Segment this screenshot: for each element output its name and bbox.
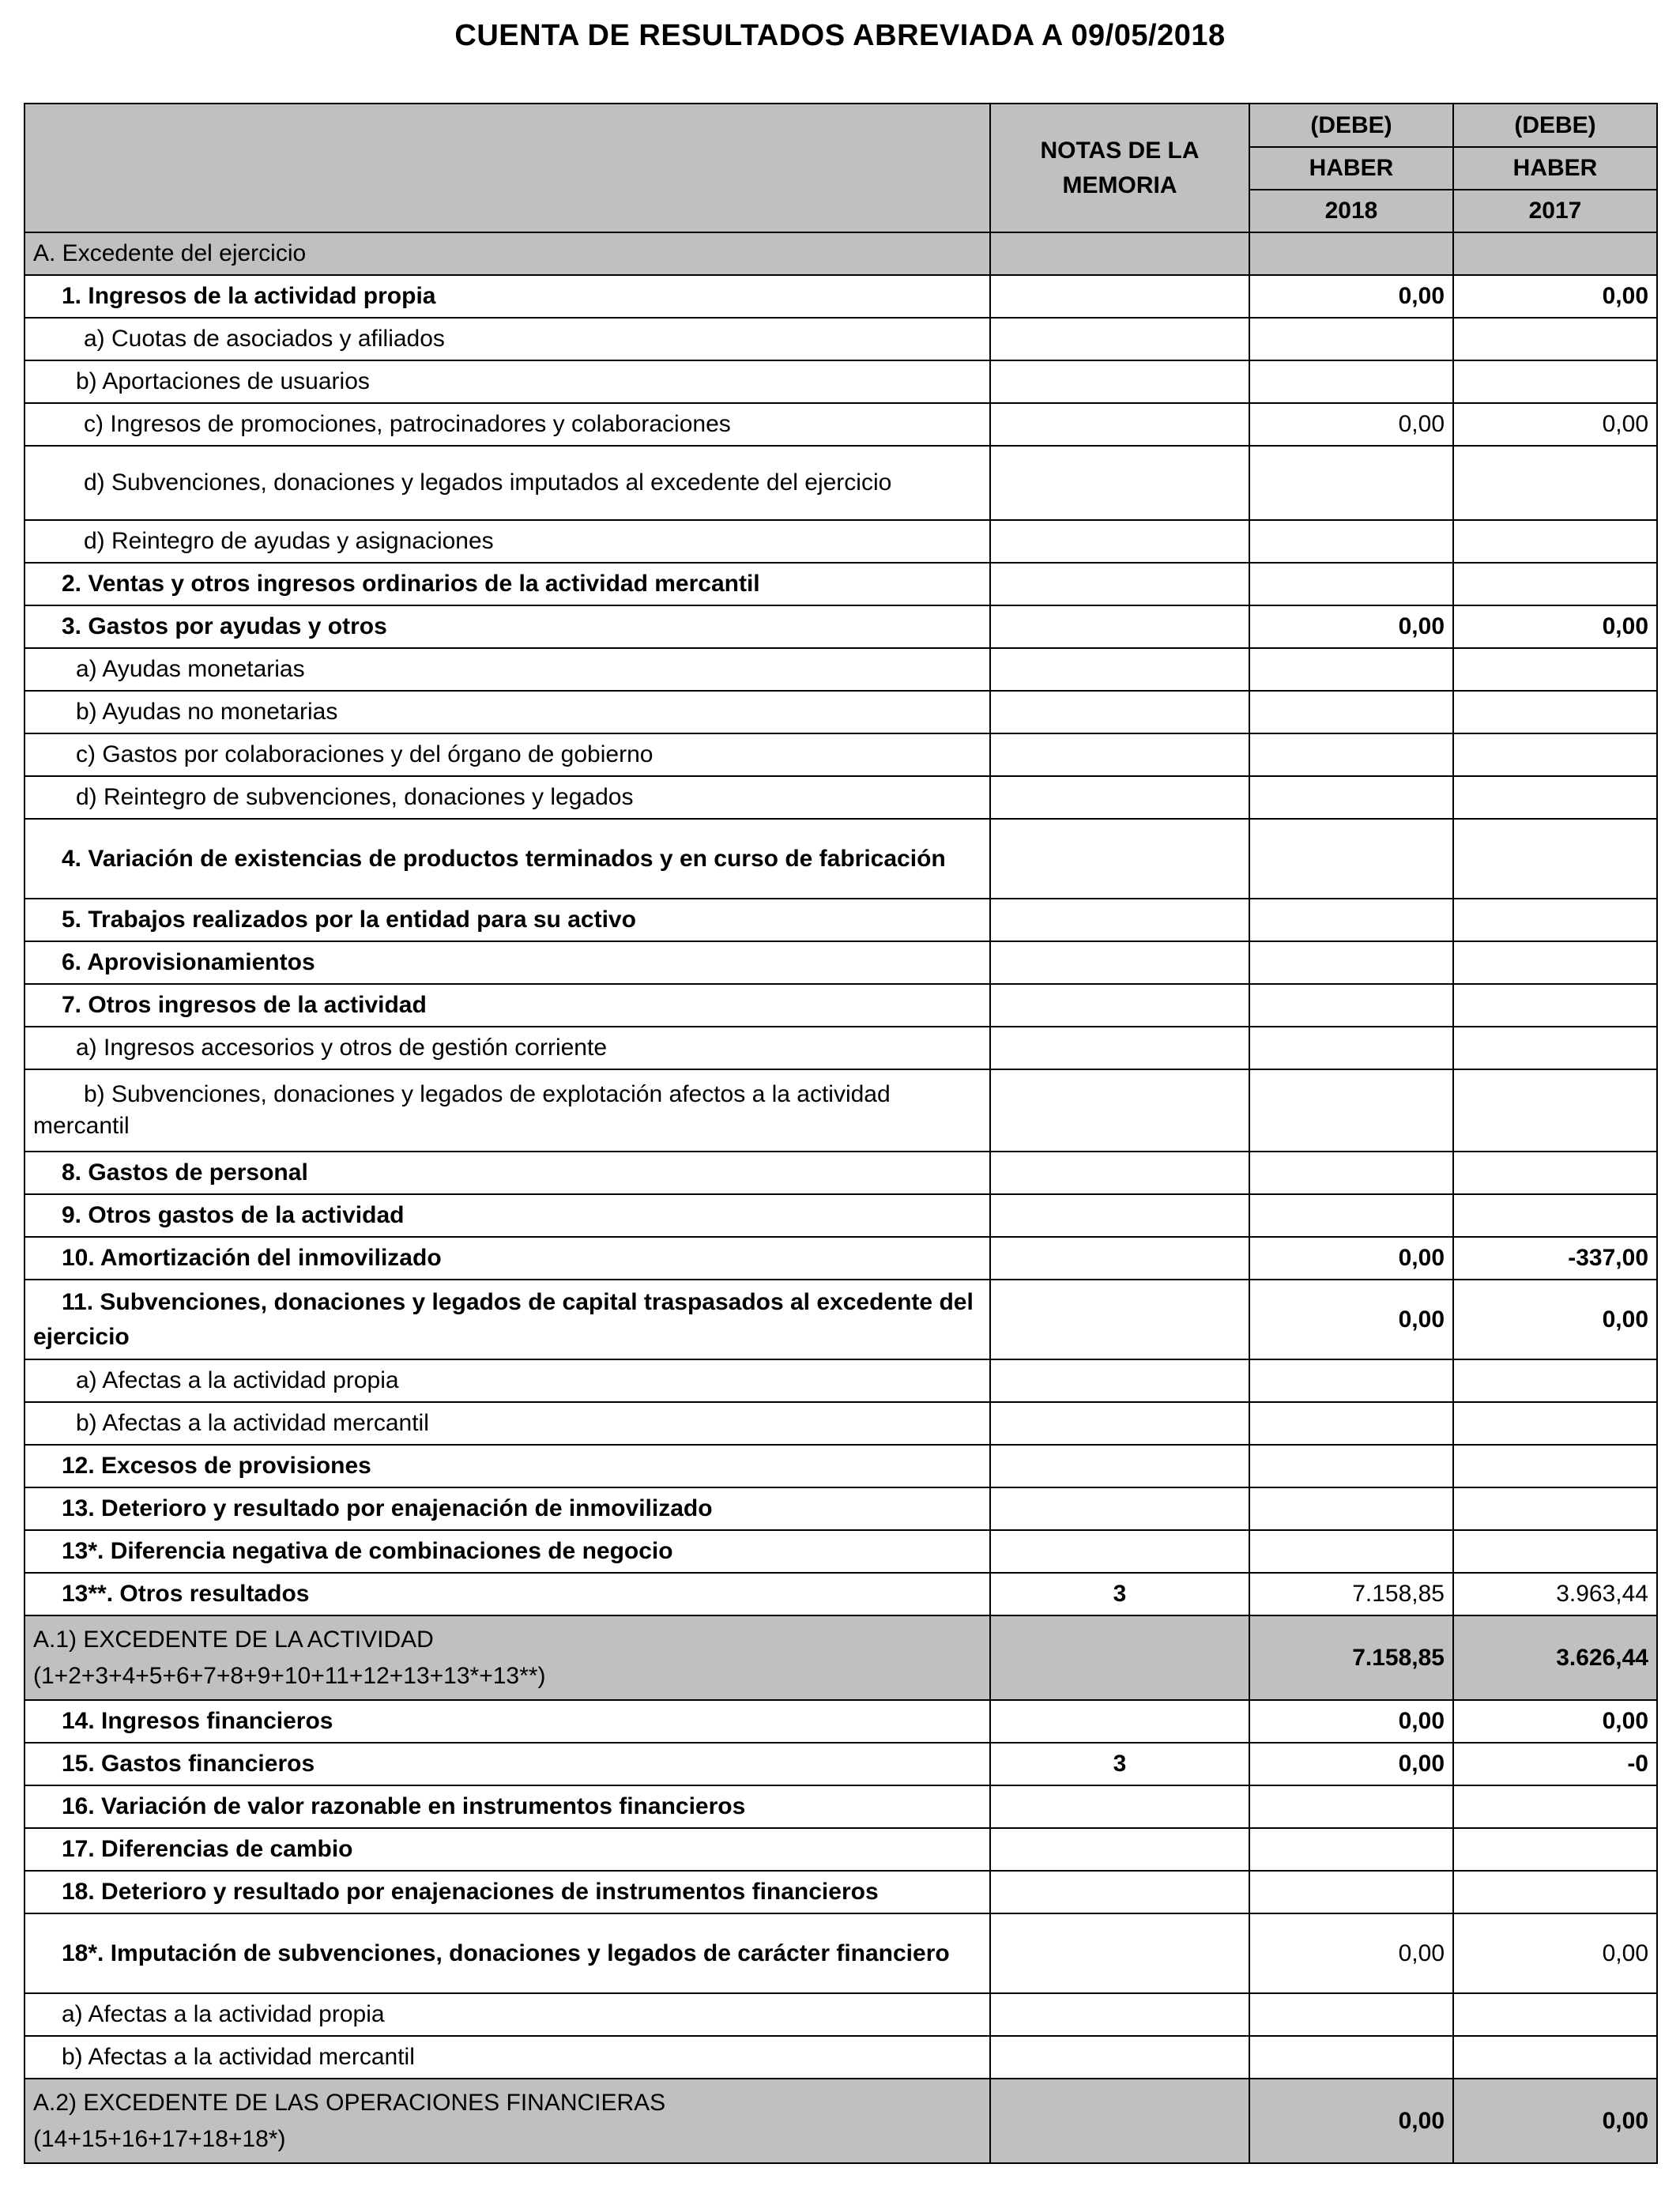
notas-cell — [990, 1615, 1249, 1700]
row-value-2017: 0,00 — [1453, 403, 1657, 446]
row-value-2018 — [1249, 360, 1453, 403]
row-label: d) Reintegro de ayudas y asignaciones — [24, 520, 990, 563]
row-value-2017 — [1453, 1402, 1657, 1445]
row-label: 4. Variación de existencias de productos terminados y en curso de fabricación — [24, 819, 990, 899]
row-value-2017 — [1453, 648, 1657, 691]
row-label: 11. Subvenciones, donaciones y legados de capital traspasados al excedente del ejercicio — [24, 1280, 990, 1359]
total-row-a2 — [24, 2079, 1657, 2163]
row-value-2018 — [1249, 984, 1453, 1027]
table-row — [24, 691, 1657, 733]
row-value-2017 — [1453, 1027, 1657, 1069]
row-label: b) Afectas a la actividad mercantil — [24, 1402, 990, 1445]
row-label: b) Subvenciones, donaciones y legados de explotación afectos a la actividad mercantil — [24, 1069, 990, 1152]
row-notas — [990, 733, 1249, 776]
row-value-2017 — [1453, 819, 1657, 899]
row-notas — [990, 2036, 1249, 2079]
row-value-2018: 0,00 — [1249, 1913, 1453, 1993]
row-notas — [990, 1152, 1249, 1194]
row-label: c) Gastos por colaboraciones y del órgano de gobierno — [24, 733, 990, 776]
total-a2-value-2018: 0,00 — [1249, 2079, 1453, 2163]
row-value-2017 — [1453, 1069, 1657, 1152]
row-label: 2. Ventas y otros ingresos ordinarios de la actividad mercantil — [24, 563, 990, 605]
row-notas — [990, 941, 1249, 984]
row-notas — [990, 1913, 1249, 1993]
row-label: a) Ingresos accesorios y otros de gestión corriente — [24, 1027, 990, 1069]
row-notas — [990, 1027, 1249, 1069]
table-row — [24, 403, 1657, 446]
total-a2-formula: (14+15+16+17+18+18*) — [33, 2125, 286, 2152]
row-value-2017 — [1453, 1785, 1657, 1828]
row-value-2018 — [1249, 733, 1453, 776]
row-notas — [990, 1530, 1249, 1573]
row-value-2018 — [1249, 648, 1453, 691]
row-value-2018 — [1249, 318, 1453, 360]
row-notas — [990, 605, 1249, 648]
row-label: 17. Diferencias de cambio — [24, 1828, 990, 1871]
row-value-2017 — [1453, 691, 1657, 733]
row-value-2017 — [1453, 1152, 1657, 1194]
income-statement-table — [24, 103, 1658, 2164]
table-row — [24, 275, 1657, 318]
table-row — [24, 1069, 1657, 1152]
row-value-2018 — [1249, 1785, 1453, 1828]
header-description-cell — [24, 104, 990, 232]
row-value-2018 — [1249, 2036, 1453, 2079]
total-a1-value-2018: 7.158,85 — [1249, 1615, 1453, 1700]
table-row — [24, 733, 1657, 776]
row-value-2017 — [1453, 1359, 1657, 1402]
row-value-2017 — [1453, 2036, 1657, 2079]
row-notas — [990, 1445, 1249, 1487]
row-value-2017: 3.963,44 — [1453, 1573, 1657, 1615]
table-row — [24, 1530, 1657, 1573]
total-a2-label — [24, 2079, 990, 2163]
row-value-2018 — [1249, 563, 1453, 605]
row-value-2018: 0,00 — [1249, 1743, 1453, 1785]
row-value-2017: -337,00 — [1453, 1237, 1657, 1280]
row-value-2017 — [1453, 1194, 1657, 1237]
table-row — [24, 1993, 1657, 2036]
total-a2-title: A.2) EXCEDENTE DE LAS OPERACIONES FINANCIERAS — [33, 2089, 666, 2116]
row-value-2017 — [1453, 941, 1657, 984]
table-row — [24, 446, 1657, 520]
row-label: b) Ayudas no monetarias — [24, 691, 990, 733]
table-row — [24, 360, 1657, 403]
row-label: c) Ingresos de promociones, patrocinadores y colaboraciones — [24, 403, 990, 446]
row-value-2017 — [1453, 733, 1657, 776]
row-value-2017 — [1453, 563, 1657, 605]
row-value-2018: 0,00 — [1249, 1280, 1453, 1359]
total-a1-formula: (1+2+3+4+5+6+7+8+9+10+11+12+13+13*+13**) — [33, 1662, 546, 1689]
row-label: 13*. Diferencia negativa de combinaciones de negocio — [24, 1530, 990, 1573]
table-row — [24, 819, 1657, 899]
table-row — [24, 1573, 1657, 1615]
row-notas — [990, 1402, 1249, 1445]
table-row — [24, 1445, 1657, 1487]
row-value-2017: 0,00 — [1453, 605, 1657, 648]
header-year-2018: 2018 — [1249, 190, 1453, 232]
row-value-2018 — [1249, 1993, 1453, 2036]
row-value-2018 — [1249, 776, 1453, 819]
row-label: 1. Ingresos de la actividad propia — [24, 275, 990, 318]
row-value-2018: 0,00 — [1249, 605, 1453, 648]
row-notas — [990, 563, 1249, 605]
row-value-2018 — [1249, 1487, 1453, 1530]
row-value-2018 — [1249, 1027, 1453, 1069]
row-notas — [990, 648, 1249, 691]
table-row — [24, 984, 1657, 1027]
row-label: 13. Deterioro y resultado por enajenación de inmovilizado — [24, 1487, 990, 1530]
row-notas — [990, 1069, 1249, 1152]
row-notas — [990, 899, 1249, 941]
row-value-2017 — [1453, 1487, 1657, 1530]
row-value-2017 — [1453, 520, 1657, 563]
header-year-2017: 2017 — [1453, 190, 1657, 232]
row-notas — [990, 1237, 1249, 1280]
section-row — [24, 232, 1657, 275]
table-row — [24, 1280, 1657, 1359]
row-value-2017 — [1453, 360, 1657, 403]
header-debe-2018: (DEBE) — [1249, 104, 1453, 147]
row-notas — [990, 984, 1249, 1027]
row-label: a) Afectas a la actividad propia — [24, 1993, 990, 2036]
row-value-2018 — [1249, 691, 1453, 733]
row-label: 9. Otros gastos de la actividad — [24, 1194, 990, 1237]
row-notas — [990, 275, 1249, 318]
table-row — [24, 1785, 1657, 1828]
row-notas — [990, 520, 1249, 563]
row-label: a) Ayudas monetarias — [24, 648, 990, 691]
row-notas — [990, 776, 1249, 819]
header-row — [24, 104, 1657, 147]
table-row — [24, 648, 1657, 691]
table-row — [24, 318, 1657, 360]
row-value-2018: 0,00 — [1249, 403, 1453, 446]
row-value-2017 — [1453, 318, 1657, 360]
row-value-2018 — [1249, 1359, 1453, 1402]
row-label: 6. Aprovisionamientos — [24, 941, 990, 984]
row-value-2017 — [1453, 1828, 1657, 1871]
header-debe-2017: (DEBE) — [1453, 104, 1657, 147]
row-value-2018 — [1249, 1402, 1453, 1445]
row-value-2018 — [1249, 1871, 1453, 1913]
row-value-2018: 0,00 — [1249, 1700, 1453, 1743]
row-notas — [990, 446, 1249, 520]
row-notas — [990, 403, 1249, 446]
table-row — [24, 2036, 1657, 2079]
row-value-2018 — [1249, 1069, 1453, 1152]
row-value-2017: 0,00 — [1453, 1700, 1657, 1743]
row-value-2017: 0,00 — [1453, 1280, 1657, 1359]
table-row — [24, 1871, 1657, 1913]
row-label: b) Aportaciones de usuarios — [24, 360, 990, 403]
table-row — [24, 1402, 1657, 1445]
row-label: a) Afectas a la actividad propia — [24, 1359, 990, 1402]
table-row — [24, 899, 1657, 941]
row-value-2017: 0,00 — [1453, 1913, 1657, 1993]
row-notas — [990, 1280, 1249, 1359]
table-row — [24, 1194, 1657, 1237]
table-row — [24, 1743, 1657, 1785]
row-notas — [990, 1785, 1249, 1828]
row-label: 10. Amortización del inmovilizado — [24, 1237, 990, 1280]
table-row — [24, 1700, 1657, 1743]
row-label: 16. Variación de valor razonable en instrumentos financieros — [24, 1785, 990, 1828]
row-notas — [990, 691, 1249, 733]
total-a1-value-2017: 3.626,44 — [1453, 1615, 1657, 1700]
header-haber-2017: HABER — [1453, 147, 1657, 190]
total-row-a1 — [24, 1615, 1657, 1700]
table-row — [24, 1487, 1657, 1530]
row-value-2018 — [1249, 819, 1453, 899]
row-notas — [990, 819, 1249, 899]
row-notas — [990, 1993, 1249, 2036]
row-label: b) Afectas a la actividad mercantil — [24, 2036, 990, 2079]
table-row — [24, 563, 1657, 605]
row-value-2018 — [1249, 446, 1453, 520]
table-row — [24, 1027, 1657, 1069]
row-value-2018: 0,00 — [1249, 1237, 1453, 1280]
page-title: CUENTA DE RESULTADOS ABREVIADA A 09/05/2018 — [454, 19, 1226, 52]
row-value-2017 — [1453, 1445, 1657, 1487]
table-row — [24, 776, 1657, 819]
row-label: 13**. Otros resultados — [24, 1573, 990, 1615]
table-row — [24, 1913, 1657, 1993]
row-value-2017 — [1453, 776, 1657, 819]
table-row — [24, 1237, 1657, 1280]
row-notas — [990, 1359, 1249, 1402]
row-notas — [990, 1700, 1249, 1743]
table-row — [24, 1152, 1657, 1194]
row-value-2017 — [1453, 899, 1657, 941]
value-2018-cell — [1249, 232, 1453, 275]
value-2017-cell — [1453, 232, 1657, 275]
total-a2-value-2017: 0,00 — [1453, 2079, 1657, 2163]
row-value-2018 — [1249, 941, 1453, 984]
row-value-2018 — [1249, 1828, 1453, 1871]
row-label: 12. Excesos de provisiones — [24, 1445, 990, 1487]
row-notas: 3 — [990, 1573, 1249, 1615]
row-label: 15. Gastos financieros — [24, 1743, 990, 1785]
row-label: a) Cuotas de asociados y afiliados — [24, 318, 990, 360]
notas-cell — [990, 232, 1249, 275]
row-label: d) Subvenciones, donaciones y legados imputados al excedente del ejercicio — [24, 446, 990, 520]
row-notas — [990, 1828, 1249, 1871]
table-row — [24, 1359, 1657, 1402]
row-label: 14. Ingresos financieros — [24, 1700, 990, 1743]
row-label: 3. Gastos por ayudas y otros — [24, 605, 990, 648]
row-label: 18. Deterioro y resultado por enajenaciones de instrumentos financieros — [24, 1871, 990, 1913]
row-label: 5. Trabajos realizados por la entidad para su activo — [24, 899, 990, 941]
section-a-title: A. Excedente del ejercicio — [24, 232, 990, 275]
row-notas — [990, 318, 1249, 360]
row-value-2018 — [1249, 899, 1453, 941]
row-notas — [990, 1487, 1249, 1530]
row-value-2017 — [1453, 1871, 1657, 1913]
table-row — [24, 941, 1657, 984]
notas-cell — [990, 2079, 1249, 2163]
row-value-2017: 0,00 — [1453, 275, 1657, 318]
row-value-2018 — [1249, 1152, 1453, 1194]
row-notas — [990, 360, 1249, 403]
row-label: 8. Gastos de personal — [24, 1152, 990, 1194]
row-notas — [990, 1194, 1249, 1237]
row-label: 7. Otros ingresos de la actividad — [24, 984, 990, 1027]
row-label: 18*. Imputación de subvenciones, donaciones y legados de carácter financiero — [24, 1913, 990, 1993]
total-a1-label — [24, 1615, 990, 1700]
row-value-2017 — [1453, 446, 1657, 520]
row-value-2018: 7.158,85 — [1249, 1573, 1453, 1615]
row-value-2017 — [1453, 1530, 1657, 1573]
row-value-2018 — [1249, 1445, 1453, 1487]
row-value-2018: 0,00 — [1249, 275, 1453, 318]
row-value-2017: -0 — [1453, 1743, 1657, 1785]
row-value-2018 — [1249, 1194, 1453, 1237]
row-value-2017 — [1453, 984, 1657, 1027]
table-row — [24, 1828, 1657, 1871]
row-notas — [990, 1871, 1249, 1913]
table-row — [24, 605, 1657, 648]
row-value-2017 — [1453, 1993, 1657, 2036]
row-value-2018 — [1249, 1530, 1453, 1573]
table-row — [24, 520, 1657, 563]
row-value-2018 — [1249, 520, 1453, 563]
header-haber-2018: HABER — [1249, 147, 1453, 190]
row-label: d) Reintegro de subvenciones, donaciones y legados — [24, 776, 990, 819]
total-a1-title: A.1) EXCEDENTE DE LA ACTIVIDAD — [33, 1626, 434, 1653]
header-notas: NOTAS DE LA MEMORIA — [990, 104, 1249, 232]
row-notas: 3 — [990, 1743, 1249, 1785]
